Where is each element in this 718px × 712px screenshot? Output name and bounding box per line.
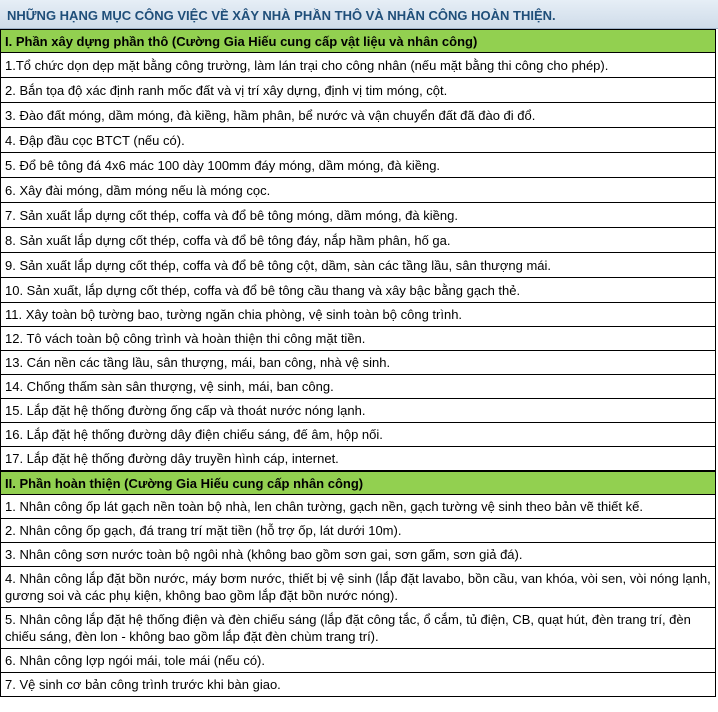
page-title: NHỮNG HẠNG MỤC CÔNG VIỆC VỀ XÂY NHÀ PHẦN THÔ VÀ NHÂN CÔNG HOÀN THIỆN.: [7, 8, 556, 23]
table-row: [1, 519, 715, 543]
table-row: [1, 351, 715, 375]
table-row: [1, 399, 715, 423]
work-items-table: [0, 29, 716, 697]
row-text: 15. Lắp đặt hệ thống đường ống cấp và thoát nước nóng lạnh.: [5, 403, 366, 418]
section-heading: II. Phần hoàn thiện (Cường Gia Hiếu cung cấp nhân công): [5, 475, 364, 491]
table-row: [1, 423, 715, 447]
row-text: 10. Sản xuất, lắp dựng cốt thép, coffa và đổ bê tông cầu thang và xây bậc bằng gạch thẻ.: [5, 282, 521, 298]
row-text: 6. Nhân công lợp ngói mái, tole mái (nếu có).: [5, 653, 265, 668]
row-text: 16. Lắp đặt hệ thống đường dây điện chiếu sáng, đế âm, hộp nối.: [5, 427, 383, 442]
table-row: [1, 103, 715, 128]
row-text: 1. Nhân công ốp lát gạch nền toàn bộ nhà, len chân tường, gạch nền, gạch tường vệ sinh theo bản vẽ thiết kế.: [5, 499, 643, 514]
row-text: 4. Đập đầu cọc BTCT (nếu có).: [5, 132, 185, 148]
table-row: [1, 228, 715, 253]
row-text: 3. Nhân công sơn nước toàn bộ ngôi nhà (không bao gồm sơn gai, sơn gấm, sơn giả đá).: [5, 547, 523, 562]
row-text: 12. Tô vách toàn bộ công trình và hoàn thiện thi công mặt tiền.: [5, 331, 366, 346]
table-row: [1, 278, 715, 303]
table-row: [1, 128, 715, 153]
table-row: [1, 673, 715, 697]
table-row: [1, 543, 715, 567]
table-row: [1, 608, 715, 649]
row-text: 17. Lắp đặt hệ thống đường dây truyền hình cáp, internet.: [5, 451, 339, 466]
row-text: 2. Nhân công ốp gạch, đá trang trí mặt tiền (hỗ trợ ốp, lát dưới 10m).: [5, 523, 402, 538]
row-text: 9. Sản xuất lắp dựng cốt thép, coffa và đổ bê tông cột, dầm, sàn các tầng lầu, sân thượng mái.: [5, 257, 552, 273]
row-text: 7. Vệ sinh cơ bản công trình trước khi bàn giao.: [5, 677, 281, 692]
section-header-rough-construction: [1, 29, 715, 53]
row-text: 7. Sản xuất lắp dựng cốt thép, coffa và đổ bê tông móng, dầm móng, đà kiềng.: [5, 207, 458, 223]
table-row: [1, 495, 715, 519]
table-row: [1, 447, 715, 471]
row-text: 6. Xây đài móng, dầm móng nếu là móng cọc.: [5, 182, 271, 198]
row-text: 14. Chống thấm sàn sân thượng, vệ sinh, mái, ban công.: [5, 379, 334, 394]
row-text: 11. Xây toàn bộ tường bao, tường ngăn chia phòng, vệ sinh toàn bộ công trình.: [5, 307, 463, 322]
section-header-finishing: [1, 471, 715, 495]
row-text: 8. Sản xuất lắp dựng cốt thép, coffa và đổ bê tông đáy, nắp hầm phân, hố ga.: [5, 232, 451, 248]
table-row: [1, 375, 715, 399]
row-text: 5. Đổ bê tông đá 4x6 mác 100 dày 100mm đáy móng, dầm móng, đà kiềng.: [5, 157, 441, 173]
table-row: [1, 153, 715, 178]
title-bar: [0, 0, 718, 29]
table-row: [1, 253, 715, 278]
row-text: 4. Nhân công lắp đặt bồn nước, máy bơm nước, thiết bị vệ sinh (lắp đặt lavabo, bồn cầu, van khóa, vòi sen, vòi nóng lạnh, gương soi và các phụ kiện, không bao gồm lắp đặt bồn nước nóng).: [5, 571, 711, 603]
table-row: [1, 567, 715, 608]
row-text: 3. Đào đất móng, dầm móng, đà kiềng, hầm phân, bể nước và vận chuyển đất đã đào đi đổ.: [5, 107, 536, 123]
row-text: 13. Cán nền các tầng lầu, sân thượng, mái, ban công, nhà vệ sinh.: [5, 355, 391, 370]
table-row: [1, 178, 715, 203]
table-row: [1, 203, 715, 228]
section-heading: I. Phần xây dựng phần thô (Cường Gia Hiếu cung cấp vật liệu và nhân công): [5, 33, 478, 49]
table-row: [1, 303, 715, 327]
row-text: 5. Nhân công lắp đặt hệ thống điện và đèn chiếu sáng (lắp đặt công tắc, ổ cắm, tủ điện, CB, quạt hút, đèn trang trí, đèn chiếu sáng, đèn lon - không bao gồm lắp đặt đèn chùm trang trí).: [5, 612, 691, 644]
table-row: [1, 53, 715, 78]
row-text: 1.Tổ chức dọn dẹp mặt bằng công trường, làm lán trại cho công nhân (nếu mặt bằng thi công cho phép).: [5, 57, 609, 73]
table-row: [1, 327, 715, 351]
row-text: 2. Bắn tọa độ xác định ranh mốc đất và vị trí xây dựng, định vị tim móng, cột.: [5, 82, 448, 98]
table-row: [1, 78, 715, 103]
table-row: [1, 649, 715, 673]
